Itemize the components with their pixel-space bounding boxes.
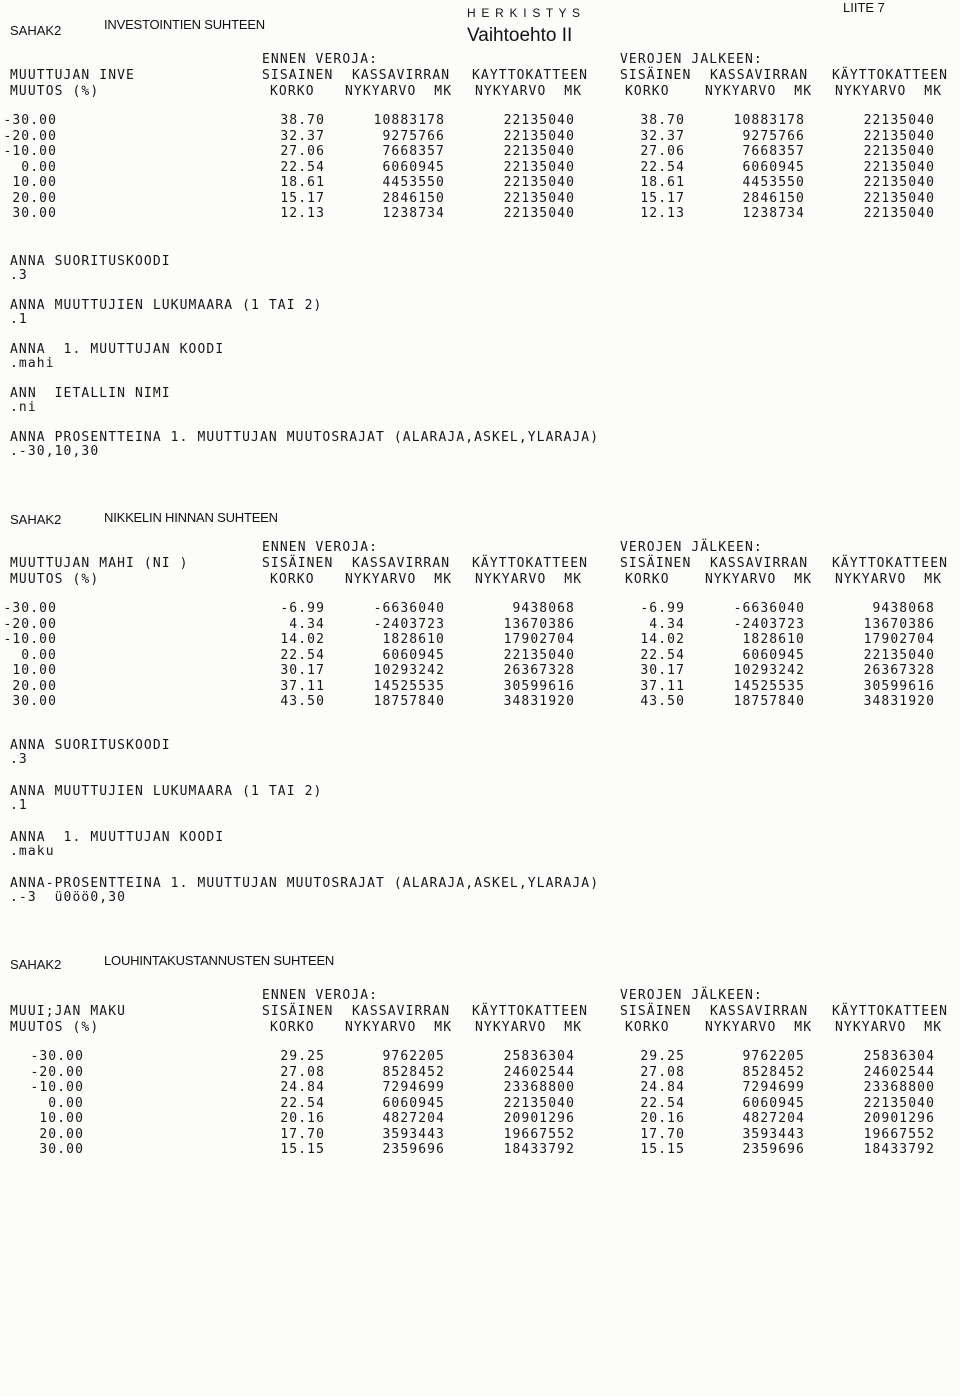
cashflow-npv-after-tax: 1828610 [742,632,805,647]
cashflow-npv-before-tax: 9275766 [382,128,445,144]
prompt-exchange [10,255,710,299]
cashflow-npv-before-tax: -2403723 [373,616,445,632]
change-percent-value: 0.00 [48,1095,84,1111]
operating-margin-npv-before-tax: 30599616 [503,678,575,694]
table-row [0,1066,960,1080]
change-percent-value: 20.00 [12,678,57,694]
cashflow-npv-before-tax: 3593443 [382,1126,445,1142]
irr-before-tax: 15.17 [280,190,325,206]
section-title: NIKKELIN HINNAN SUHTEEN [104,510,278,525]
change-label: MUUTOS (%) [10,572,100,587]
operating-margin-npv-before-tax: 18433792 [503,1142,575,1157]
change-percent-value: 10.00 [39,1111,84,1126]
program-code: SAHAK2 [10,957,62,972]
operating-margin-npv-after-tax: 9438068 [872,601,935,616]
irr-before-tax: 32.37 [280,128,325,144]
change-percent-value: 20.00 [12,190,57,206]
column-subheading: NYKYARVO MK [705,1020,813,1035]
cashflow-npv-after-tax: 3593443 [742,1126,805,1142]
prompt-exchange [10,831,710,877]
irr-after-tax: 30.17 [640,663,685,678]
irr-after-tax: 22.54 [640,647,685,663]
cashflow-npv-after-tax: 6060945 [742,159,805,175]
operating-margin-npv-before-tax: 19667552 [503,1126,575,1142]
column-subheading: NYKYARVO MK [835,1020,943,1035]
prompt-exchange [10,431,710,475]
column-heading: SISÄINEN [262,1004,334,1019]
prompt-exchange [10,739,710,785]
operating-margin-npv-before-tax: 9438068 [512,601,575,616]
prompt-exchange [10,299,710,343]
operating-margin-npv-after-tax: 22135040 [863,113,935,128]
operating-margin-npv-after-tax: 30599616 [863,678,935,694]
irr-after-tax: 17.70 [640,1126,685,1142]
irr-after-tax: 15.17 [640,190,685,206]
column-subheading: NYKYARVO MK [705,84,813,99]
irr-after-tax: 22.54 [640,159,685,175]
irr-before-tax: 29.25 [280,1049,325,1064]
operating-margin-npv-before-tax: 25836304 [503,1049,575,1064]
column-subheading: NYKYARVO MK [345,572,453,587]
cashflow-npv-after-tax: 14525535 [733,678,805,694]
table-row [0,1097,960,1111]
cashflow-npv-after-tax: 7294699 [742,1080,805,1095]
operating-margin-npv-after-tax: 34831920 [863,694,935,709]
irr-after-tax: 27.08 [640,1064,685,1080]
operating-margin-npv-before-tax: 22135040 [503,144,575,159]
cashflow-npv-after-tax: 8528452 [742,1064,805,1080]
change-percent-value: -10.00 [3,632,57,647]
prompt-text: ANNA-PROSENTTEINA 1. MUUTTUJAN MUUTOSRAJAT (ALARAJA,ASKEL,YLARAJA) [10,876,600,891]
change-label: MUUTOS (%) [10,1020,100,1035]
cashflow-npv-before-tax: 10293242 [373,663,445,678]
cashflow-npv-after-tax: -2403723 [733,616,805,632]
irr-after-tax: 22.54 [640,1095,685,1111]
table-row [0,695,960,709]
column-subheading: NYKYARVO MK [705,572,813,587]
cashflow-npv-before-tax: 10883178 [373,113,445,128]
change-percent-value: -10.00 [3,144,57,159]
operating-margin-npv-before-tax: 22135040 [503,159,575,175]
table-row [0,1143,960,1157]
prompt-text: ANNA SUORITUSKOODI [10,254,171,269]
user-answer: .3 [10,268,28,283]
column-subheading: NYKYARVO MK [475,1020,583,1035]
operating-margin-npv-before-tax: 13670386 [503,616,575,632]
column-heading: KASSAVIRRAN [352,1004,451,1019]
prompt-text: ANNA MUUTTUJIEN LUKUMAARA (1 TAI 2) [10,298,323,313]
cashflow-npv-after-tax: 18757840 [733,694,805,709]
cashflow-npv-before-tax: 2846150 [382,190,445,206]
column-heading: KÄYTTOKATTEEN [832,1004,949,1019]
terminal-dialog [10,739,710,923]
cashflow-npv-before-tax: 6060945 [382,1095,445,1111]
results-table [0,1050,960,1160]
table-row [0,1128,960,1142]
prompt-exchange [10,785,710,831]
before-taxes-heading: ENNEN VEROJA: [262,988,379,1003]
cashflow-npv-before-tax: 7668357 [382,144,445,159]
table-row [0,130,960,144]
prompt-text: ANN IETALLIN NIMI [10,386,171,401]
irr-before-tax: -6.99 [280,601,325,616]
program-code: SAHAK2 [10,512,62,527]
irr-after-tax: -6.99 [640,601,685,616]
after-taxes-heading: VEROJEN JÄLKEEN: [620,540,763,555]
irr-after-tax: 18.61 [640,175,685,190]
operating-margin-npv-after-tax: 17902704 [863,632,935,647]
column-subheading: NYKYARVO MK [345,1020,453,1035]
column-heading: SISÄINEN [262,556,334,571]
irr-before-tax: 38.70 [280,113,325,128]
irr-after-tax: 43.50 [640,694,685,709]
variable-label: MUUTTUJAN INVE [10,68,135,83]
operating-margin-npv-after-tax: 22135040 [863,1095,935,1111]
prompt-exchange [10,343,710,387]
operating-margin-npv-after-tax: 19667552 [863,1126,935,1142]
column-subheading: KORKO [625,84,670,99]
table-row [0,192,960,206]
irr-before-tax: 15.15 [280,1142,325,1157]
irr-after-tax: 38.70 [640,113,685,128]
cashflow-npv-before-tax: 2359696 [382,1142,445,1157]
table-row [0,680,960,694]
irr-before-tax: 22.54 [280,647,325,663]
cashflow-npv-after-tax: 9275766 [742,128,805,144]
column-subheading: KORKO [625,572,670,587]
change-percent-value: 30.00 [39,1142,84,1157]
column-heading: KASSAVIRRAN [710,68,809,83]
cashflow-npv-before-tax: 18757840 [373,694,445,709]
cashflow-npv-after-tax: 4827204 [742,1111,805,1126]
operating-margin-npv-after-tax: 25836304 [863,1049,935,1064]
change-percent-value: -30.00 [3,113,57,128]
table-row [0,633,960,647]
table-row [0,1050,960,1064]
cashflow-npv-before-tax: 4827204 [382,1111,445,1126]
cashflow-npv-before-tax: 6060945 [382,647,445,663]
column-heading: KAYTTOKATTEEN [472,68,589,83]
irr-before-tax: 20.16 [280,1111,325,1126]
operating-margin-npv-before-tax: 22135040 [503,128,575,144]
operating-margin-npv-after-tax: 26367328 [863,663,935,678]
irr-before-tax: 17.70 [280,1126,325,1142]
cashflow-npv-before-tax: 6060945 [382,159,445,175]
column-subheading: KORKO [270,1020,315,1035]
column-heading: KÄYTTOKATTEEN [832,556,949,571]
cashflow-npv-before-tax: 4453550 [382,175,445,190]
irr-before-tax: 27.06 [280,144,325,159]
column-heading: SISÄINEN [620,68,692,83]
cashflow-npv-before-tax: -6636040 [373,601,445,616]
change-percent-value: -20.00 [3,128,57,144]
user-answer: .3 [10,752,28,767]
operating-margin-npv-after-tax: 13670386 [863,616,935,632]
column-subheading: NYKYARVO MK [345,84,453,99]
column-subheading: NYKYARVO MK [475,572,583,587]
column-subheading: KORKO [270,84,315,99]
column-subheading: KORKO [625,1020,670,1035]
table-row [0,1081,960,1095]
change-percent-value: 30.00 [12,694,57,709]
operating-margin-npv-after-tax: 22135040 [863,144,935,159]
prompt-text: ANNA MUUTTUJIEN LUKUMAARA (1 TAI 2) [10,784,323,799]
prompt-text: ANNA PROSENTTEINA 1. MUUTTUJAN MUUTOSRAJAT (ALARAJA,ASKEL,YLARAJA) [10,430,600,445]
operating-margin-npv-after-tax: 23368800 [863,1080,935,1095]
operating-margin-npv-before-tax: 22135040 [503,113,575,128]
irr-before-tax: 14.02 [280,632,325,647]
cashflow-npv-before-tax: 8528452 [382,1064,445,1080]
cashflow-npv-after-tax: 2359696 [742,1142,805,1157]
change-percent-value: 0.00 [21,159,57,175]
alternative-heading: Vaihtoehto II [467,25,573,46]
irr-before-tax: 22.54 [280,1095,325,1111]
column-subheading: NYKYARVO MK [835,572,943,587]
change-percent-value: -20.00 [30,1064,84,1080]
operating-margin-npv-after-tax: 22135040 [863,175,935,190]
before-taxes-heading: ENNEN VEROJA: [262,52,379,67]
column-subheading: NYKYARVO MK [835,84,943,99]
user-answer: .mahi [10,356,55,371]
operating-margin-npv-after-tax: 20901296 [863,1111,935,1126]
table-row [0,664,960,678]
prompt-text: ANNA 1. MUUTTUJAN KOODI [10,830,225,845]
cashflow-npv-before-tax: 1828610 [382,632,445,647]
operating-margin-npv-before-tax: 34831920 [503,694,575,709]
operating-margin-npv-before-tax: 26367328 [503,663,575,678]
cashflow-npv-after-tax: 2846150 [742,190,805,206]
section-title: INVESTOINTIEN SUHTEEN [104,17,265,32]
cashflow-npv-before-tax: 1238734 [382,206,445,221]
table-row [0,145,960,159]
operating-margin-npv-after-tax: 22135040 [863,190,935,206]
change-percent-value: 10.00 [12,663,57,678]
cashflow-npv-after-tax: 6060945 [742,1095,805,1111]
change-percent-value: -20.00 [3,616,57,632]
column-heading: SISÄINEN [620,1004,692,1019]
table-row [0,602,960,616]
change-label: MUUTOS (%) [10,84,100,99]
irr-after-tax: 29.25 [640,1049,685,1064]
irr-after-tax: 24.84 [640,1080,685,1095]
operating-margin-npv-after-tax: 22135040 [863,206,935,221]
operating-margin-npv-before-tax: 22135040 [503,206,575,221]
irr-before-tax: 30.17 [280,663,325,678]
column-heading: KASSAVIRRAN [710,556,809,571]
prompt-text: ANNA 1. MUUTTUJAN KOODI [10,342,225,357]
after-taxes-heading: VEROJEN JÄLKEEN: [620,988,763,1003]
terminal-dialog [10,255,710,475]
user-answer: .1 [10,798,28,813]
change-percent-value: 0.00 [21,647,57,663]
irr-after-tax: 32.37 [640,128,685,144]
section-title: LOUHINTAKUSTANNUSTEN SUHTEEN [104,953,335,968]
operating-margin-npv-before-tax: 22135040 [503,190,575,206]
cashflow-npv-before-tax: 7294699 [382,1080,445,1095]
irr-after-tax: 20.16 [640,1111,685,1126]
operating-margin-npv-before-tax: 24602544 [503,1064,575,1080]
column-heading: KÄYTTOKATTEEN [472,1004,589,1019]
cashflow-npv-after-tax: 1238734 [742,206,805,221]
prompt-exchange [10,877,710,923]
operating-margin-npv-after-tax: 22135040 [863,128,935,144]
column-heading: KASSAVIRRAN [352,556,451,571]
column-heading: KÄYTTOKATTEEN [832,68,949,83]
results-table [0,602,960,712]
irr-before-tax: 22.54 [280,159,325,175]
operating-margin-npv-after-tax: 18433792 [863,1142,935,1157]
operating-margin-npv-before-tax: 23368800 [503,1080,575,1095]
table-row [0,1112,960,1126]
change-percent-value: -30.00 [30,1049,84,1064]
column-heading: KASSAVIRRAN [710,1004,809,1019]
cashflow-npv-before-tax: 14525535 [373,678,445,694]
table-row [0,207,960,221]
irr-after-tax: 27.06 [640,144,685,159]
appendix-label: LIITE 7 [843,0,885,15]
investment-sensitivity-section [0,53,960,233]
irr-before-tax: 18.61 [280,175,325,190]
change-percent-value: -30.00 [3,601,57,616]
column-subheading: KORKO [270,572,315,587]
irr-after-tax: 4.34 [649,616,685,632]
operating-margin-npv-before-tax: 17902704 [503,632,575,647]
variable-label: MUUTTUJAN MAHI (NI ) [10,556,189,571]
after-taxes-heading: VEROJEN JALKEEN: [620,52,763,67]
column-heading: SISÄINEN [620,556,692,571]
operating-margin-npv-after-tax: 22135040 [863,159,935,175]
change-percent-value: -10.00 [30,1080,84,1095]
irr-after-tax: 14.02 [640,632,685,647]
variable-label: MUUI;JAN MAKU [10,1004,127,1019]
user-answer: .1 [10,312,28,327]
operating-margin-npv-before-tax: 20901296 [503,1111,575,1126]
results-table [0,114,960,224]
user-answer: .ni [10,400,37,415]
user-answer: .-30,10,30 [10,444,100,459]
operating-margin-npv-before-tax: 22135040 [503,647,575,663]
irr-after-tax: 15.15 [640,1142,685,1157]
change-percent-value: 30.00 [12,206,57,221]
change-percent-value: 10.00 [12,175,57,190]
prompt-text: ANNA SUORITUSKOODI [10,738,171,753]
cashflow-npv-after-tax: 9762205 [742,1049,805,1064]
operating-margin-npv-after-tax: 24602544 [863,1064,935,1080]
irr-before-tax: 27.08 [280,1064,325,1080]
operating-margin-npv-before-tax: 22135040 [503,1095,575,1111]
irr-before-tax: 12.13 [280,206,325,221]
column-heading: KÄYTTOKATTEEN [472,556,589,571]
table-row [0,161,960,175]
column-heading: SISAINEN [262,68,334,83]
cashflow-npv-after-tax: 10293242 [733,663,805,678]
irr-after-tax: 37.11 [640,678,685,694]
program-code: SAHAK2 [10,23,62,38]
irr-before-tax: 4.34 [289,616,325,632]
cashflow-npv-before-tax: 9762205 [382,1049,445,1064]
prompt-exchange [10,387,710,431]
irr-after-tax: 12.13 [640,206,685,221]
irr-before-tax: 43.50 [280,694,325,709]
nickel-price-section [0,510,960,721]
user-answer: .-3 ü0öö0,30 [10,890,127,905]
table-row [0,176,960,190]
column-heading: KASSAVIRRAN [352,68,451,83]
change-percent-value: 20.00 [39,1126,84,1142]
before-taxes-heading: ENNEN VEROJA: [262,540,379,555]
column-subheading: NYKYARVO MK [475,84,583,99]
cashflow-npv-after-tax: 7668357 [742,144,805,159]
sensitivity-heading: H E R K I S T Y S [467,6,582,20]
table-row [0,649,960,663]
cashflow-npv-after-tax: 6060945 [742,647,805,663]
operating-margin-npv-after-tax: 22135040 [863,647,935,663]
user-answer: .maku [10,844,55,859]
cashflow-npv-after-tax: 4453550 [742,175,805,190]
operating-margin-npv-before-tax: 22135040 [503,175,575,190]
cashflow-npv-after-tax: 10883178 [733,113,805,128]
table-row [0,114,960,128]
cashflow-npv-after-tax: -6636040 [733,601,805,616]
table-row [0,618,960,632]
irr-before-tax: 24.84 [280,1080,325,1095]
irr-before-tax: 37.11 [280,678,325,694]
mining-cost-section [0,953,960,1169]
